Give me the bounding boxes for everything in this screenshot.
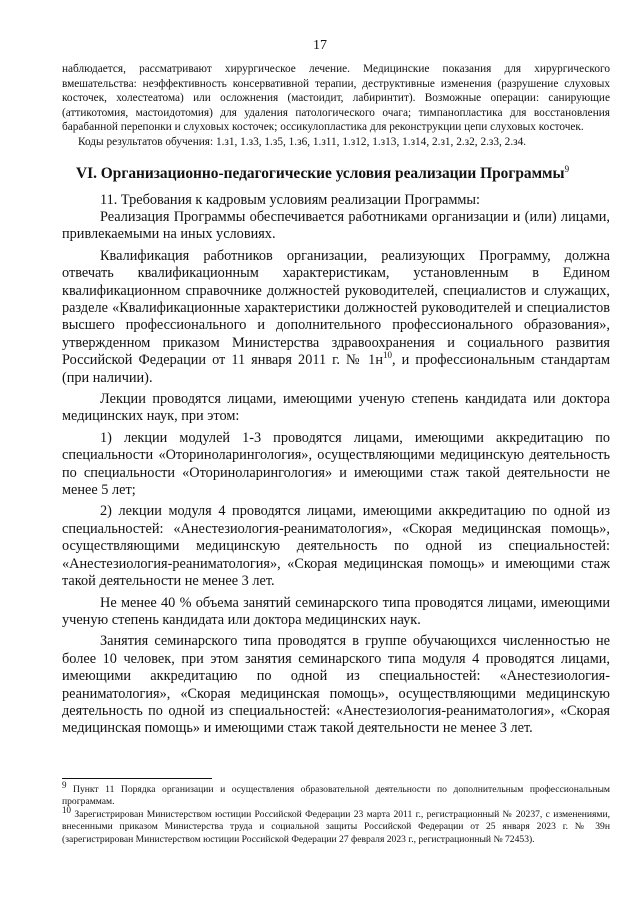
paragraph-staff-requirements: 11. Требования к кадровым условиям реализации Программы: [100, 191, 480, 208]
footnote-ref-10: 10 [383, 350, 392, 361]
paragraph-qualification [62, 248, 610, 387]
footnote-marker: 10 [62, 804, 71, 815]
paragraph-lectures: Лекции проводятся лицами, имеющими ученую степень кандидата или доктора медицинских наук, при этом: [62, 391, 610, 425]
footnotes [62, 779, 610, 846]
footnote-ref-9: 9 [564, 163, 570, 174]
footnote-divider [62, 778, 212, 779]
footnote-marker: 9 [62, 779, 67, 790]
footnote-text: Зарегистрирован Министерством юстиции Российской Федерации 23 марта 2011 г., регистрационный № 20237, с изменениями, внесенными приказом Министерства труда и социальной защиты Российской Федерации от 25 января 2023 г. № 39н (зарегистрирован Министерством юстиции Российской Федерации 27 февраля 2023 г., регистрационный № 72453). [62, 808, 610, 845]
footnote-10 [62, 804, 610, 846]
paragraph-lectures-module-4: 2) лекции модуля 4 проводятся лицами, имеющими аккредитацию по одной из специальностей: «Анестезиология-реаниматология», «Скорая медицинская помощь», осуществляющими медицинскую деятельность по одной из специальностей: «Анестезиология-реаниматология», «Скорая медицинская помощь» и имеющими стаж такой деятельности не менее 3 лет. [62, 503, 610, 590]
intro-paragraph: наблюдается, рассматривают хирургическое лечение. Медицинские показания для хирургического вмешательства: неэффективность консервативной терапии, деструктивные изменения (разрушение слуховых косточек, холестеатома) или осложнения (мастоидит, лабиринтит). Возможные операции: санирующие (аттикотомия, мастоидотомия) для удаления патологического очага; тимпанопластика для восстановления барабанной перепонки и слуховых косточек; оссикулопластика для реконструкции цепи слуховых косточек. [62, 63, 610, 134]
section-body [62, 192, 610, 738]
paragraph-seminar-groups: Занятия семинарского типа проводятся в группе обучающихся численностью не более 10 человек, при этом занятия семинарского типа модуля 4 проводятся лицами, имеющими аккредитацию по одной из специальностей: «Анестезиология-реаниматология», «Скорая медицинская помощь», осуществляющими медицинскую деятельность по одной из специальностей: «Анестезиология-реаниматология», «Скорая медицинская помощь» и имеющими стаж такой деятельности не менее 3 лет. [62, 633, 610, 737]
qualification-tail: , и профессиональным стандартам (при наличии). [62, 352, 611, 386]
paragraph-lectures-modules-1-3: 1) лекции модулей 1-3 проводятся лицами, имеющими аккредитацию по специальности «Оториноларингология», осуществляющими медицинскую деятельность по специальности «Оториноларингология» и имеющими стаж такой деятельности не менее 5 лет; [62, 429, 610, 499]
footnote-9 [62, 779, 610, 809]
paragraph-implementation: Реализация Программы обеспечивается работниками организации и (или) лицами, привлекаемыми на иных условиях. [62, 208, 610, 243]
qualification-text: Квалификация работников организации, реализующих Программу, должна отвечать квалификационным характеристикам, установленным в Едином квалификационном справочнике должностей руководителей, специалистов и служащих, разделе «Квалификационные характеристики должностей руководителей и специалистов высшего профессионального и дополнительного профессионального образования», утвержденном приказом Министерства здравоохранения и социального развития Российской Федерации от 11 января 2011 г. № 1н [62, 247, 610, 369]
paragraph-seminar-share: Не менее 40 % объема занятий семинарского типа проводятся лицами, имеющими ученую степень кандидата или доктора медицинских наук. [62, 594, 610, 628]
page-content [62, 62, 610, 738]
footnote-text: Пункт 11 Порядка организации и осуществления образовательной деятельности по дополнительным профессиональным программам. [62, 784, 610, 808]
learning-codes: Коды результатов обучения: 1.з1, 1.з3, 1.з5, 1.з6, 1.з11, 1.з12, 1.з13, 1.з14, 2.з1, 2.з2, 2.з3, 2.з4. [78, 135, 527, 148]
intro-block [62, 62, 610, 150]
section-title: VI. Организационно-педагогические условия реализации Программы [76, 164, 565, 182]
section-heading [62, 164, 610, 184]
page-number: 17 [313, 38, 327, 53]
